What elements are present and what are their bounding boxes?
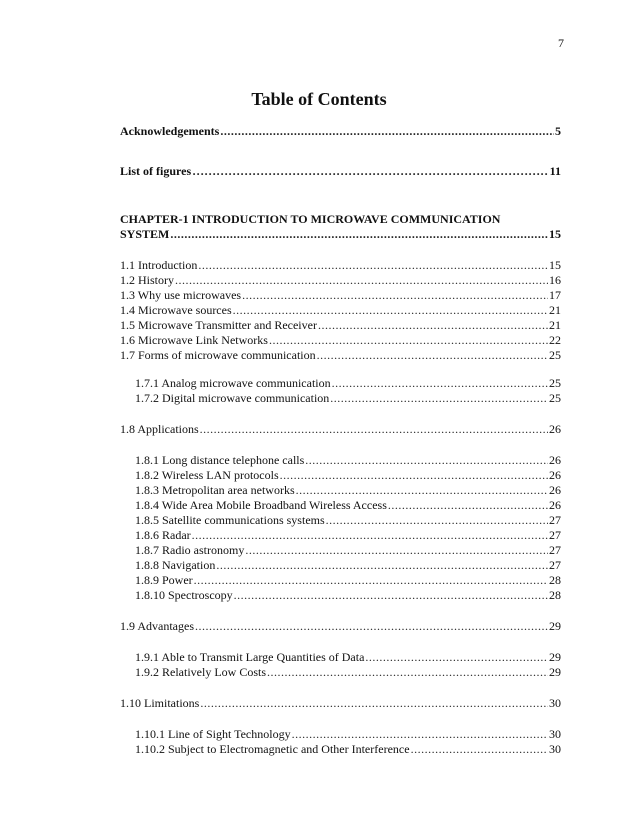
toc-entry-page: 25 (549, 391, 561, 405)
toc-entry-page: 28 (549, 588, 561, 602)
toc-entry-1-8-10[interactable] (120, 588, 561, 603)
toc-entry-page: 29 (549, 650, 561, 664)
toc-entry-page: 26 (549, 468, 561, 482)
toc-entry-1-6[interactable] (120, 333, 561, 348)
dot-leader (332, 376, 548, 391)
toc-entry-page: 27 (549, 543, 561, 557)
toc-entry-label: 1.8.2 Wireless LAN protocols (135, 468, 279, 482)
toc-entry-page: 27 (549, 558, 561, 572)
toc-entry-1-7-2[interactable] (120, 391, 561, 406)
toc-entry-label: SYSTEM (120, 227, 170, 241)
toc-entry-1-8[interactable] (120, 422, 561, 437)
dot-leader (365, 650, 548, 665)
toc-entry-label: 1.7.1 Analog microwave communication (135, 376, 331, 390)
toc-entry-page: 27 (549, 513, 561, 527)
dot-leader (194, 573, 548, 588)
dot-leader (220, 124, 554, 139)
toc-entry-1-5[interactable] (120, 318, 561, 333)
toc-entry-label: 1.8.5 Satellite communications systems (135, 513, 325, 527)
toc-entry-1-3[interactable] (120, 288, 561, 303)
dot-leader (245, 543, 548, 558)
dot-leader (234, 588, 548, 603)
toc-entry-page: 29 (549, 665, 561, 679)
toc-entry-label: 1.8.10 Spectroscopy (135, 588, 233, 602)
toc-entry-1-8-2[interactable] (120, 468, 561, 483)
dot-leader (326, 513, 548, 528)
toc-entry-1-10-1[interactable] (120, 727, 561, 742)
toc-entry-page: 25 (549, 348, 561, 362)
toc-entry-label: 1.10.1 Line of Sight Technology (135, 727, 291, 741)
toc-entry-page: 30 (549, 742, 561, 756)
dot-leader (216, 558, 548, 573)
toc-entry-page: 11 (549, 164, 561, 178)
chapter-heading: CHAPTER-1 INTRODUCTION TO MICROWAVE COMMUNICATION (120, 212, 501, 226)
dot-leader (170, 227, 548, 242)
toc-entry-1-10[interactable] (120, 696, 561, 711)
table-of-contents (120, 124, 561, 757)
toc-entry-page: 5 (555, 124, 561, 138)
dot-leader (317, 348, 548, 363)
toc-entry-1-10-2[interactable] (120, 742, 561, 757)
toc-entry-1-8-4[interactable] (120, 498, 561, 513)
dot-leader (318, 318, 548, 333)
toc-entry-page: 25 (549, 376, 561, 390)
toc-entry-label: 1.7 Forms of microwave communication (120, 348, 316, 362)
toc-entry-label: 1.8.6 Radar (135, 528, 191, 542)
toc-entry-page: 30 (549, 696, 561, 710)
toc-entry-page: 29 (549, 619, 561, 633)
toc-entry-page: 27 (549, 528, 561, 542)
toc-entry-label: 1.4 Microwave sources (120, 303, 232, 317)
toc-entry-label: 1.9.2 Relatively Low Costs (135, 665, 266, 679)
dot-leader (292, 727, 548, 742)
toc-entry-label: 1.8 Applications (120, 422, 199, 436)
toc-entry-1-2[interactable] (120, 273, 561, 288)
toc-entry-1-7[interactable] (120, 348, 561, 363)
toc-entry-label: 1.8.1 Long distance telephone calls (135, 453, 305, 467)
toc-entry-label: 1.9.1 Able to Transmit Large Quantities of Data (135, 650, 365, 664)
toc-entry-label: List of figures (120, 164, 192, 178)
dot-leader (200, 696, 548, 711)
toc-entry-1-8-9[interactable] (120, 573, 561, 588)
toc-entry-label: 1.8.9 Power (135, 573, 193, 587)
toc-entry-page: 16 (549, 273, 561, 287)
dot-leader (192, 528, 548, 543)
toc-entry-label: Acknowledgements (120, 124, 220, 138)
toc-entry-page: 28 (549, 573, 561, 587)
toc-entry-label: 1.9 Advantages (120, 619, 194, 633)
page-number: 7 (558, 36, 564, 50)
toc-entry-page: 21 (549, 318, 561, 332)
toc-entry-page: 15 (549, 227, 561, 241)
toc-entry-page: 22 (549, 333, 561, 347)
toc-entry-acknowledgements[interactable] (120, 124, 561, 139)
toc-entry-1-9-2[interactable] (120, 665, 561, 680)
toc-entry-1-8-8[interactable] (120, 558, 561, 573)
toc-entry-label: 1.1 Introduction (120, 258, 198, 272)
dot-leader (305, 453, 548, 468)
toc-entry-1-8-3[interactable] (120, 483, 561, 498)
dot-leader (269, 333, 548, 348)
toc-entry-1-8-6[interactable] (120, 528, 561, 543)
toc-entry-label: 1.10.2 Subject to Electromagnetic and Other Interference (135, 742, 410, 756)
page-title: Table of Contents (251, 89, 387, 109)
dot-leader (198, 258, 548, 273)
dot-leader (200, 422, 548, 437)
toc-entry-list-of-figures[interactable] (120, 164, 561, 179)
dot-leader (267, 665, 548, 680)
dot-leader (388, 498, 548, 513)
toc-entry-1-4[interactable] (120, 303, 561, 318)
toc-entry-page: 26 (549, 498, 561, 512)
dot-leader (411, 742, 548, 757)
dot-leader (195, 619, 548, 634)
dot-leader (242, 288, 548, 303)
toc-entry-1-8-5[interactable] (120, 513, 561, 528)
toc-entry-label: 1.8.4 Wide Area Mobile Broadband Wireless Access (135, 498, 387, 512)
toc-entry-label: 1.5 Microwave Transmitter and Receiver (120, 318, 317, 332)
toc-entry-1-8-1[interactable] (120, 453, 561, 468)
toc-entry-chapter-1[interactable] (120, 227, 561, 242)
dot-leader (296, 483, 548, 498)
toc-entry-1-9-1[interactable] (120, 650, 561, 665)
toc-entry-page: 21 (549, 303, 561, 317)
toc-entry-label: 1.6 Microwave Link Networks (120, 333, 268, 347)
toc-entry-1-9[interactable] (120, 619, 561, 634)
dot-leader (280, 468, 548, 483)
toc-entry-page: 17 (549, 288, 561, 302)
toc-entry-label: 1.7.2 Digital microwave communication (135, 391, 330, 405)
toc-entry-label: 1.10 Limitations (120, 696, 200, 710)
toc-entry-page: 26 (549, 453, 561, 467)
dot-leader (175, 273, 548, 288)
toc-entry-label: 1.8.7 Radio astronomy (135, 543, 245, 557)
toc-entry-page: 26 (549, 483, 561, 497)
dot-leader (233, 303, 548, 318)
dot-leader (192, 164, 549, 179)
dot-leader (330, 391, 548, 406)
toc-entry-1-8-7[interactable] (120, 543, 561, 558)
toc-entry-page: 26 (549, 422, 561, 436)
toc-entry-label: 1.8.8 Navigation (135, 558, 216, 572)
toc-entry-label: 1.8.3 Metropolitan area networks (135, 483, 295, 497)
toc-entry-label: 1.3 Why use microwaves (120, 288, 242, 302)
toc-entry-1-1[interactable] (120, 258, 561, 273)
toc-entry-label: 1.2 History (120, 273, 174, 287)
toc-entry-page: 15 (549, 258, 561, 272)
toc-entry-1-7-1[interactable] (120, 376, 561, 391)
toc-entry-page: 30 (549, 727, 561, 741)
